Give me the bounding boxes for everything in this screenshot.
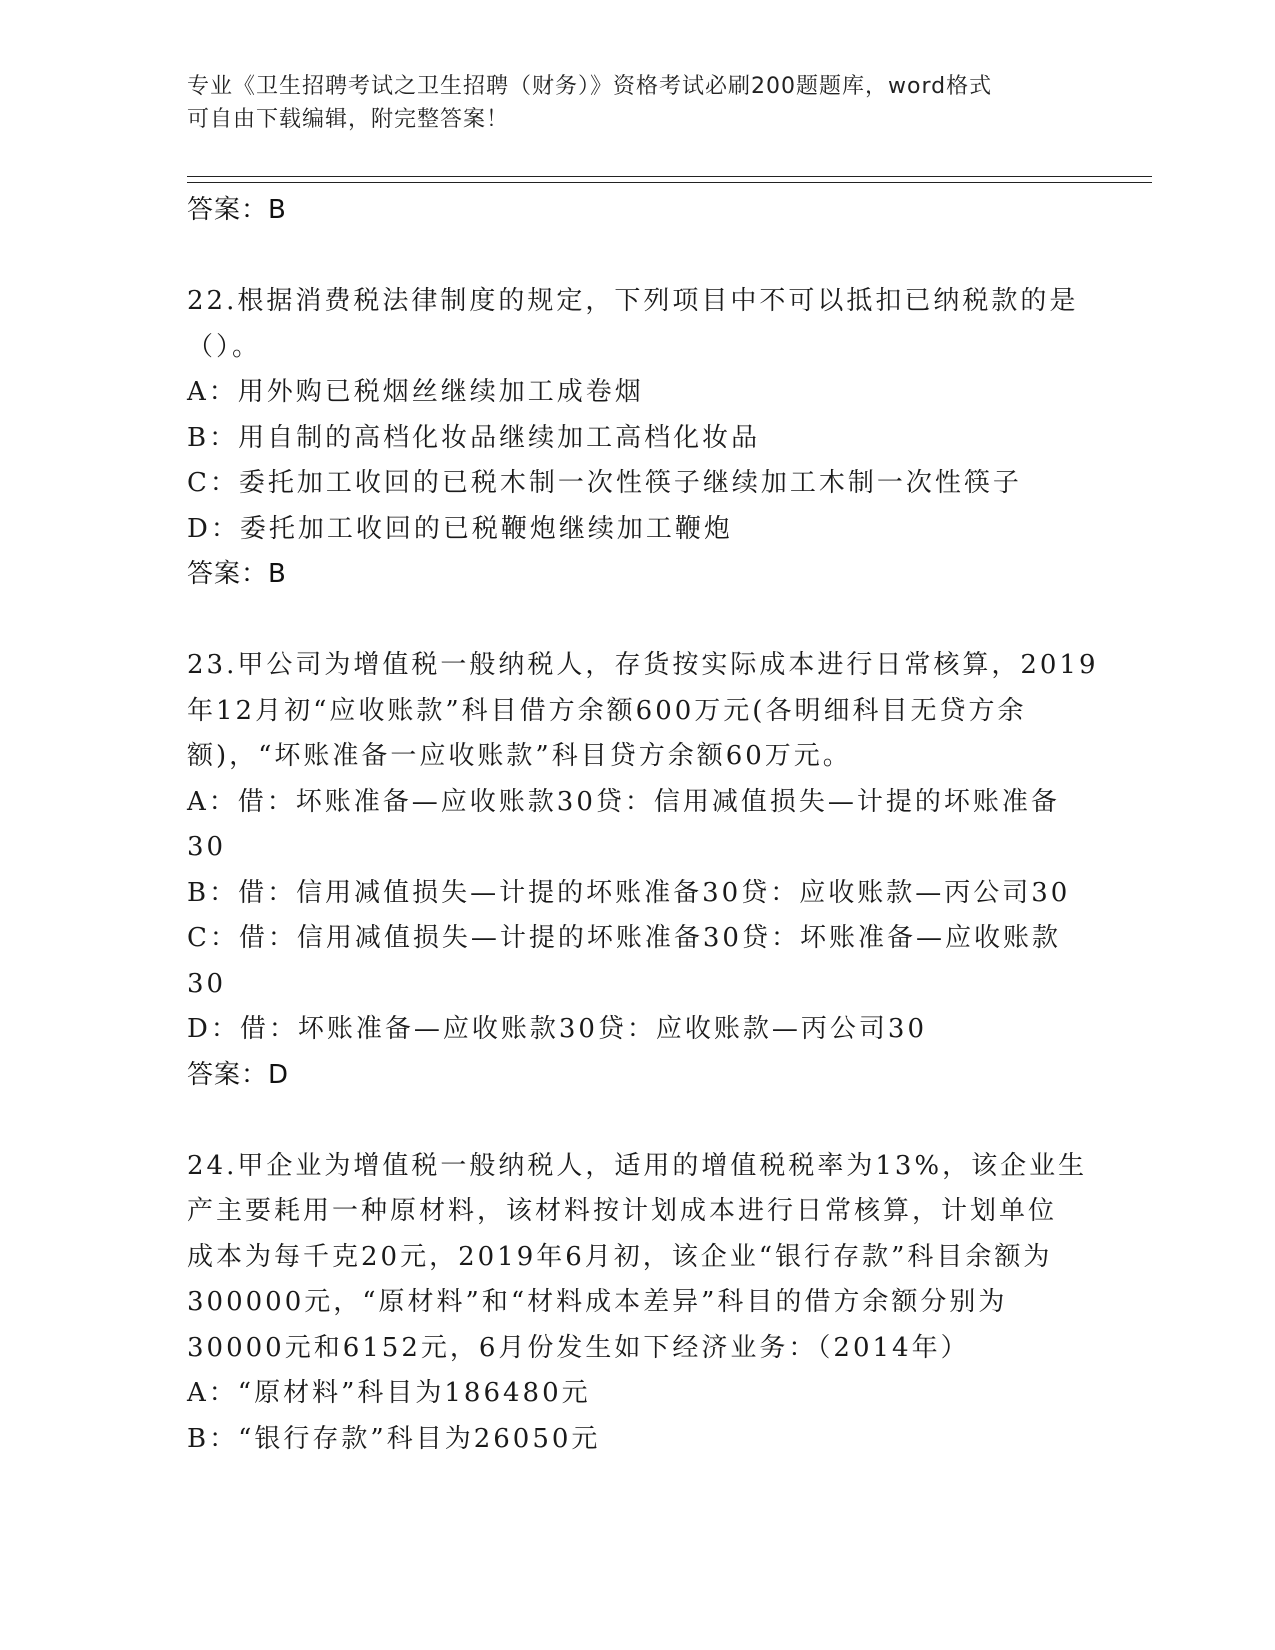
answer-line: 答案：B [187, 559, 287, 589]
option-c-continued: 30 [187, 968, 227, 999]
option-b: B：“银行存款”科目为26050元 [187, 1423, 601, 1454]
question-stem-line: 年12月初“应收账款”科目借方余额600万元(各明细科目无贷方余 [187, 695, 1027, 726]
question-list [187, 188, 1099, 1462]
question-stem-line: 成本为每千克20元，2019年6月初，该企业“银行存款”科目余额为 [187, 1241, 1053, 1272]
option-a: A：用外购已税烟丝继续加工成卷烟 [187, 377, 644, 407]
header-title-line-2: 可自由下载编辑，附完整答案！ [187, 107, 510, 132]
page-header [187, 70, 1067, 136]
option-a: A：借：坏账准备—应收账款30贷：信用减值损失—计提的坏账准备 [187, 786, 1060, 817]
question-stem-line: 30000元和6152元，6月份发生如下经济业务：（2014年） [187, 1332, 970, 1363]
header-double-rule [187, 176, 1152, 183]
question-23 [187, 643, 1099, 1098]
option-c: C：借：信用减值损失—计提的坏账准备30贷：坏账准备—应收账款 [187, 923, 1061, 953]
answer-line: 答案：D [187, 1059, 290, 1090]
question-stem-line: （）。 [187, 331, 262, 362]
question-stem-line: 产主要耗用一种原材料，该材料按计划成本进行日常核算，计划单位 [187, 1196, 1058, 1226]
question-stem-line: 22.根据消费税法律制度的规定，下列项目中不可以抵扣已纳税款的是 [187, 286, 1079, 316]
question-stem-line: 24.甲企业为增值税一般纳税人，适用的增值税税率为13%，该企业生 [187, 1150, 1088, 1181]
spacer [187, 1098, 1087, 1144]
question-stem-line: 300000元，“原材料”和“材料成本差异”科目的借方余额分别为 [187, 1287, 1008, 1317]
option-a: A：“原材料”科目为186480元 [187, 1378, 591, 1408]
question-stem-line: 23.甲公司为增值税一般纳税人，存货按实际成本进行日常核算，2019 [187, 650, 1099, 680]
option-c: C：委托加工收回的已税木制一次性筷子继续加工木制一次性筷子 [187, 468, 1022, 498]
question-24 [187, 1144, 1087, 1463]
spacer [187, 234, 1087, 280]
question-22 [187, 279, 1087, 598]
option-d: D：借：坏账准备—应收账款30贷：应收账款—丙公司30 [187, 1014, 928, 1044]
option-a-continued: 30 [187, 832, 227, 862]
spacer [187, 598, 1087, 644]
previous-answer: 答案：B [187, 195, 287, 225]
option-d: D：委托加工收回的已税鞭炮继续加工鞭炮 [187, 513, 733, 544]
option-b: B：借：信用减值损失—计提的坏账准备30贷：应收账款—丙公司30 [187, 877, 1071, 908]
option-b: B：用自制的高档化妆品继续加工高档化妆品 [187, 422, 761, 453]
question-stem-line: 额)，“坏账准备一应收账款”科目贷方余额60万元。 [187, 741, 852, 771]
header-title-line-1: 专业《卫生招聘考试之卫生招聘（财务）》资格考试必刷200题题库，word格式 [187, 74, 993, 99]
